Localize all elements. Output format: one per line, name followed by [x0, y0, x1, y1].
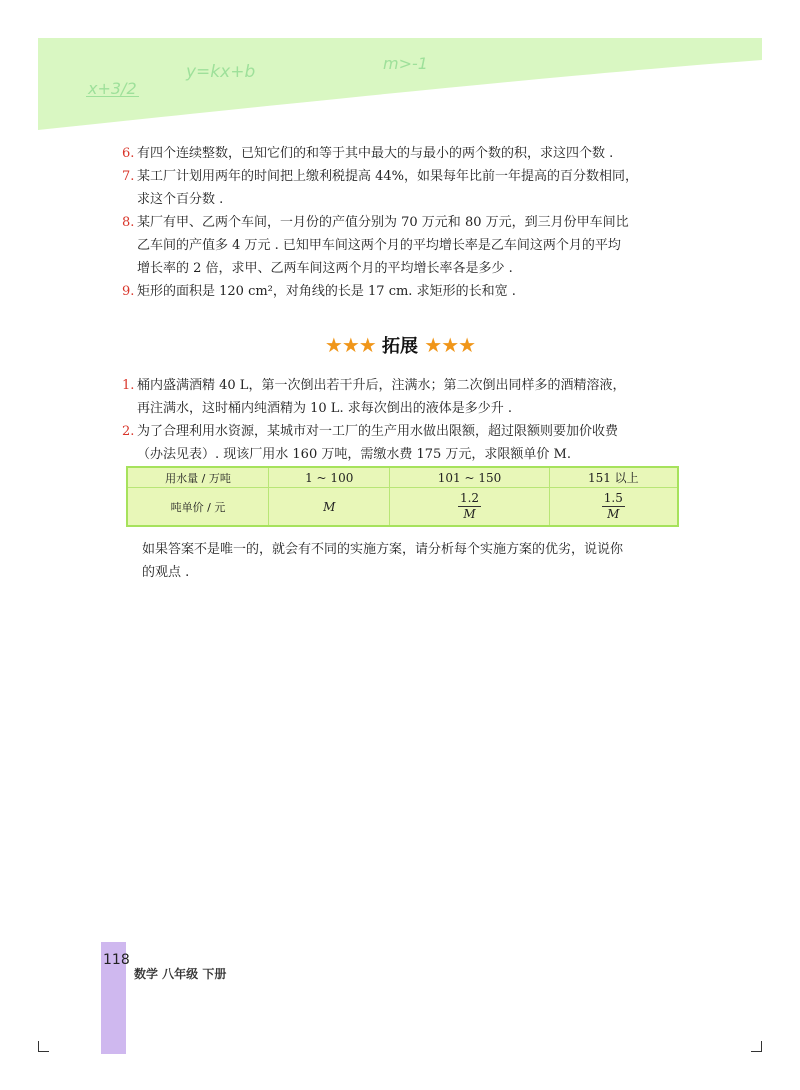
table-row [127, 488, 678, 527]
exercise-number: 8. [122, 215, 135, 230]
exercise-text: 某厂有甲、乙两个车间，一月份的产值分别为 70 万元和 80 万元，到三月份甲车间比 [137, 215, 629, 230]
page-number: 118 [103, 952, 130, 968]
fraction [458, 491, 481, 522]
water-price-table [126, 466, 679, 527]
book-label: 数学 八年级 下册 [134, 967, 227, 981]
exercise-number: 7. [122, 169, 135, 184]
table-cell: 101 ~ 150 [390, 467, 549, 488]
table-row [127, 467, 678, 488]
exercise-text: 有四个连续整数，已知它们的和等于其中最大的与最小的两个数的积，求这四个数 . [137, 146, 614, 161]
exercise-text: 矩形的面积是 120 cm²，对角线的长是 17 cm. 求矩形的长和宽 . [137, 284, 516, 299]
extension-list [122, 374, 682, 466]
exercise-text: 求这个百分数 . [137, 192, 224, 207]
fraction-numerator: 1.5 [603, 491, 623, 505]
note-text: 如果答案不是唯一的，就会有不同的实施方案，请分析每个实施方案的优劣，说说你 [142, 542, 624, 557]
fraction-denominator: M [463, 507, 476, 521]
discussion-note [142, 538, 682, 584]
table-cell: M [269, 488, 390, 527]
exercise-9 [122, 280, 682, 303]
extension-2 [122, 420, 682, 466]
crop-mark-bottom-left [38, 1041, 49, 1052]
exercise-6 [122, 142, 682, 165]
table-cell [390, 488, 549, 527]
extension-number: 1. [122, 378, 135, 393]
banner-formula-linear: y=kx+b [186, 62, 256, 82]
exercise-7 [122, 165, 682, 211]
exercise-text: 某工厂计划用两年的时间把上缴利税提高 44%，如果每年比前一年提高的百分数相同， [137, 169, 639, 184]
star-icon: ★★★ [424, 333, 476, 357]
fraction-denominator: M [607, 507, 620, 521]
fraction [602, 491, 625, 522]
table-cell [549, 488, 678, 527]
section-title-text: 拓展 [382, 336, 418, 357]
exercise-8 [122, 211, 682, 280]
fraction-numerator: 1.2 [459, 491, 480, 505]
exercise-text: 乙车间的产值多 4 万元 . 已知甲车间这两个月的平均增长率是乙车间这两个月的平均 [137, 238, 621, 253]
exercise-number: 6. [122, 146, 135, 161]
extension-text: 为了合理利用水资源，某城市对一工厂的生产用水做出限额，超过限额则要加价收费 [137, 424, 619, 439]
note-text: 的观点 . [142, 565, 190, 580]
section-heading-extension [0, 332, 800, 358]
extension-number: 2. [122, 424, 135, 439]
extension-text: （办法见表）. 现该厂用水 160 万吨，需缴水费 175 万元，求限额单价 M. [137, 447, 571, 462]
banner-formula-inequality: m>-1 [383, 54, 428, 73]
table-row-header: 吨单价 / 元 [127, 488, 269, 527]
exercise-list [122, 142, 682, 303]
crop-mark-bottom-right [751, 1041, 762, 1052]
table-cell: 151 以上 [549, 467, 678, 488]
header-banner [38, 38, 762, 138]
exercise-number: 9. [122, 284, 135, 299]
exercise-text: 增长率的 2 倍，求甲、乙两车间这两个月的平均增长率各是多少 . [137, 261, 513, 276]
extension-text: 桶内盛满酒精 40 L，第一次倒出若干升后，注满水；第二次倒出同样多的酒精溶液， [137, 378, 626, 393]
extension-1 [122, 374, 682, 420]
banner-wave-shape [38, 38, 762, 138]
extension-text: 再注满水，这时桶内纯酒精为 10 L. 求每次倒出的液体是多少升 . [137, 401, 512, 416]
table-row-header: 用水量 / 万吨 [127, 467, 269, 488]
banner-formula-fraction: x+3/2 [88, 78, 137, 98]
star-icon: ★★★ [324, 333, 376, 357]
table-cell: 1 ~ 100 [269, 467, 390, 488]
